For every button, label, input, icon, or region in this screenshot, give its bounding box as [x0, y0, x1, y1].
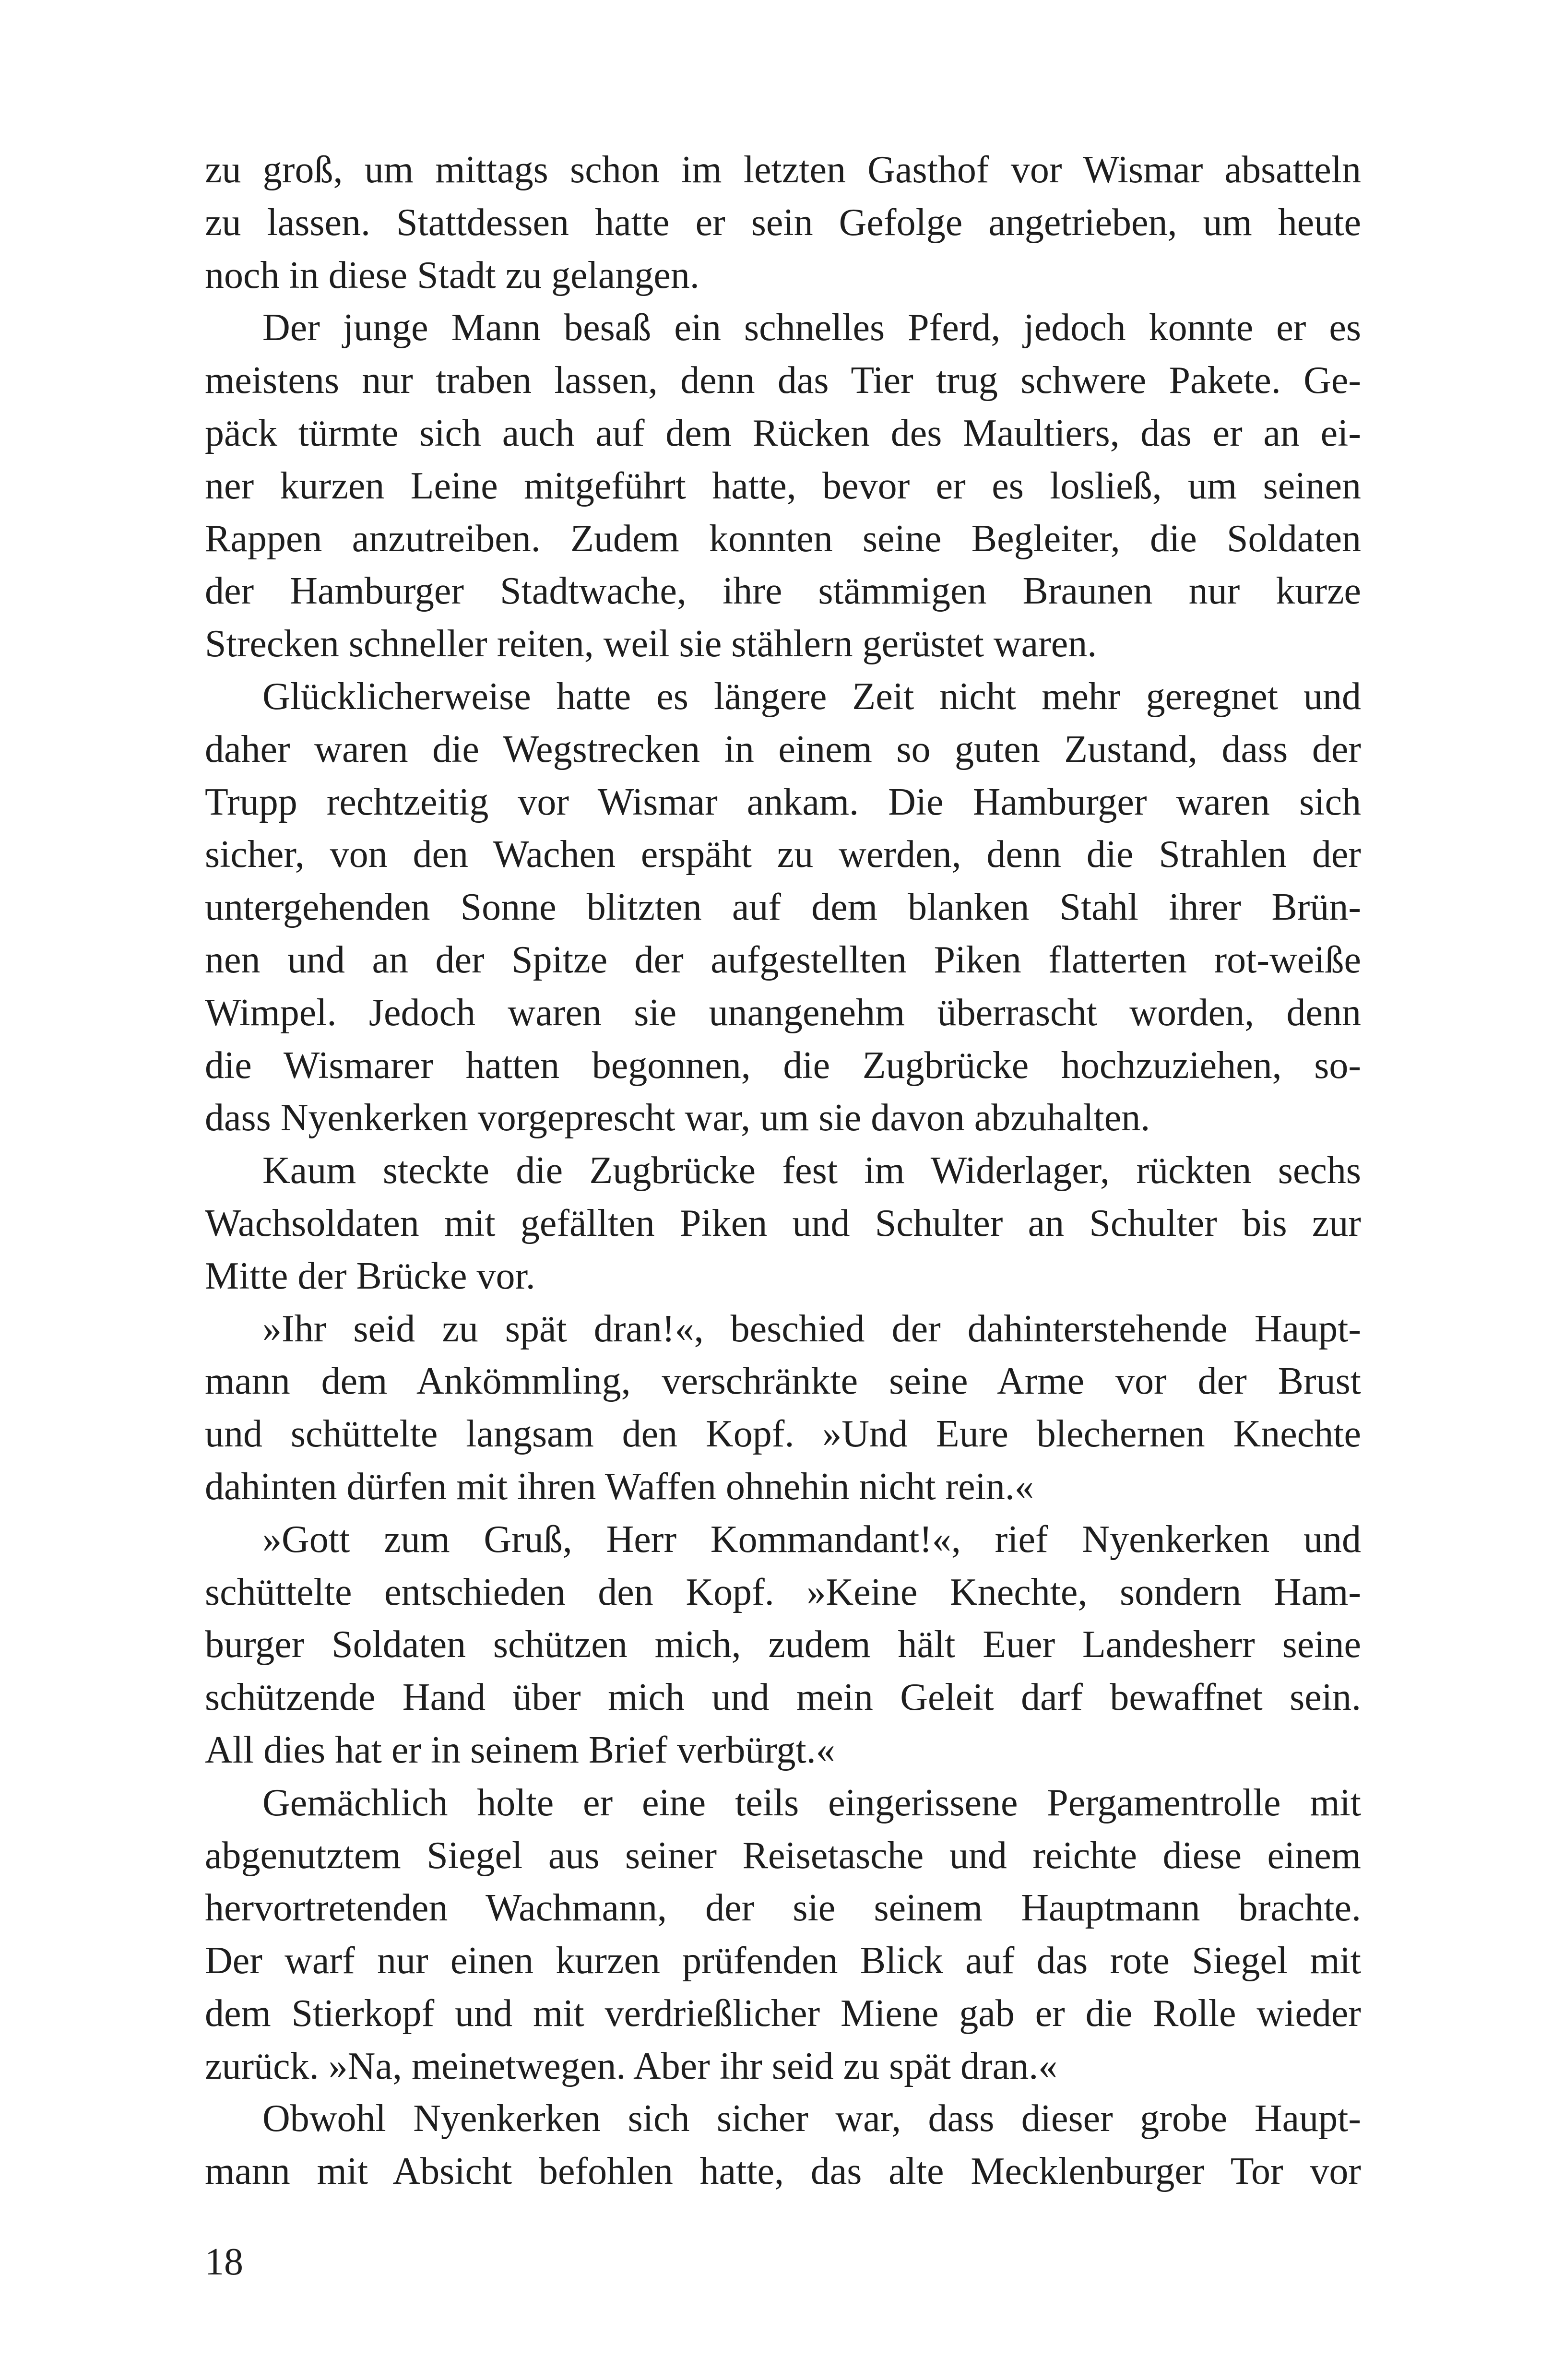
- text-line: Rappen anzutreiben. Zudem konnten seine Begleiter, die Soldaten: [205, 517, 1361, 560]
- text-line: Mitte der Brücke vor.: [205, 1255, 535, 1297]
- text-line: der Hamburger Stadtwache, ihre stämmigen Braunen nur kurze: [205, 570, 1361, 613]
- text-line: Gemächlich holte er eine teils eingerissene Pergamentrolle mit: [262, 1781, 1361, 1824]
- text-line: Trupp rechtzeitig vor Wismar ankam. Die Hamburger waren sich: [205, 781, 1361, 823]
- text-line: untergehenden Sonne blitzten auf dem blanken Stahl ihrer Brün-: [205, 886, 1361, 929]
- text-line: dem Stierkopf und mit verdrießlicher Miene gab er die Rolle wieder: [205, 1992, 1361, 2035]
- text-line: »Gott zum Gruß, Herr Kommandant!«, rief Nyenkerken und: [262, 1518, 1361, 1561]
- text-line: dass Nyenkerken vorgeprescht war, um sie davon abzuhalten.: [205, 1097, 1150, 1139]
- text-line: Obwohl Nyenkerken sich sicher war, dass dieser grobe Haupt-: [262, 2097, 1361, 2140]
- text-line: noch in diese Stadt zu gelangen.: [205, 254, 699, 296]
- text-line: Wachsoldaten mit gefällten Piken und Schulter an Schulter bis zur: [205, 1202, 1361, 1244]
- page-number: 18: [205, 2241, 243, 2283]
- text-line: ner kurzen Leine mitgeführt hatte, bevor er es losließ, um seinen: [205, 464, 1361, 507]
- text-line: schüttelte entschieden den Kopf. »Keine Knechte, sondern Ham-: [205, 1571, 1361, 1613]
- text-line: sicher, von den Wachen erspäht zu werden, denn die Strahlen der: [205, 833, 1361, 876]
- text-line: Glücklicherweise hatte es längere Zeit nicht mehr geregnet und: [262, 675, 1361, 718]
- text-line: abgenutztem Siegel aus seiner Reisetasche und reichte diese einem: [205, 1834, 1361, 1877]
- text-line: die Wismarer hatten begonnen, die Zugbrücke hochzuziehen, so-: [205, 1044, 1361, 1087]
- text-line: »Ihr seid zu spät dran!«, beschied der dahinterstehende Haupt-: [262, 1307, 1361, 1350]
- text-line: burger Soldaten schützen mich, zudem hält Euer Landesherr seine: [205, 1623, 1361, 1666]
- text-line: zu groß, um mittags schon im letzten Gasthof vor Wismar absatteln: [205, 149, 1361, 191]
- text-line: Strecken schneller reiten, weil sie stählern gerüstet waren.: [205, 623, 1097, 665]
- text-line: Der warf nur einen kurzen prüfenden Blick auf das rote Siegel mit: [205, 1940, 1361, 1982]
- body-text: [205, 144, 1361, 2198]
- text-line: mann dem Ankömmling, verschränkte seine Arme vor der Brust: [205, 1360, 1361, 1403]
- text-line: päck türmte sich auch auf dem Rücken des Maultiers, das er an ei-: [205, 412, 1361, 454]
- text-line: Wimpel. Jedoch waren sie unangenehm überrascht worden, denn: [205, 991, 1361, 1034]
- text-line: meistens nur traben lassen, denn das Tier trug schwere Pakete. Ge-: [205, 359, 1361, 402]
- text-line: All dies hat er in seinem Brief verbürgt.«: [205, 1729, 835, 1771]
- text-line: mann mit Absicht befohlen hatte, das alte Mecklenburger Tor vor: [205, 2150, 1361, 2193]
- text-line: zurück. »Na, meinetwegen. Aber ihr seid zu spät dran.«: [205, 2045, 1058, 2087]
- text-line: daher waren die Wegstrecken in einem so guten Zustand, dass der: [205, 728, 1361, 770]
- text-line: Der junge Mann besaß ein schnelles Pferd, jedoch konnte er es: [262, 307, 1361, 349]
- text-line: nen und an der Spitze der aufgestellten Piken flatterten rot-weiße: [205, 938, 1361, 981]
- text-line: zu lassen. Stattdessen hatte er sein Gefolge angetrieben, um heute: [205, 201, 1361, 244]
- text-line: und schüttelte langsam den Kopf. »Und Eure blechernen Knechte: [205, 1413, 1361, 1456]
- text-line: schützende Hand über mich und mein Geleit darf bewaffnet sein.: [205, 1676, 1361, 1719]
- text-line: dahinten dürfen mit ihren Waffen ohnehin nicht rein.«: [205, 1465, 1034, 1508]
- text-line: Kaum steckte die Zugbrücke fest im Widerlager, rückten sechs: [262, 1149, 1361, 1192]
- text-line: hervortretenden Wachmann, der sie seinem Hauptmann brachte.: [205, 1887, 1361, 1930]
